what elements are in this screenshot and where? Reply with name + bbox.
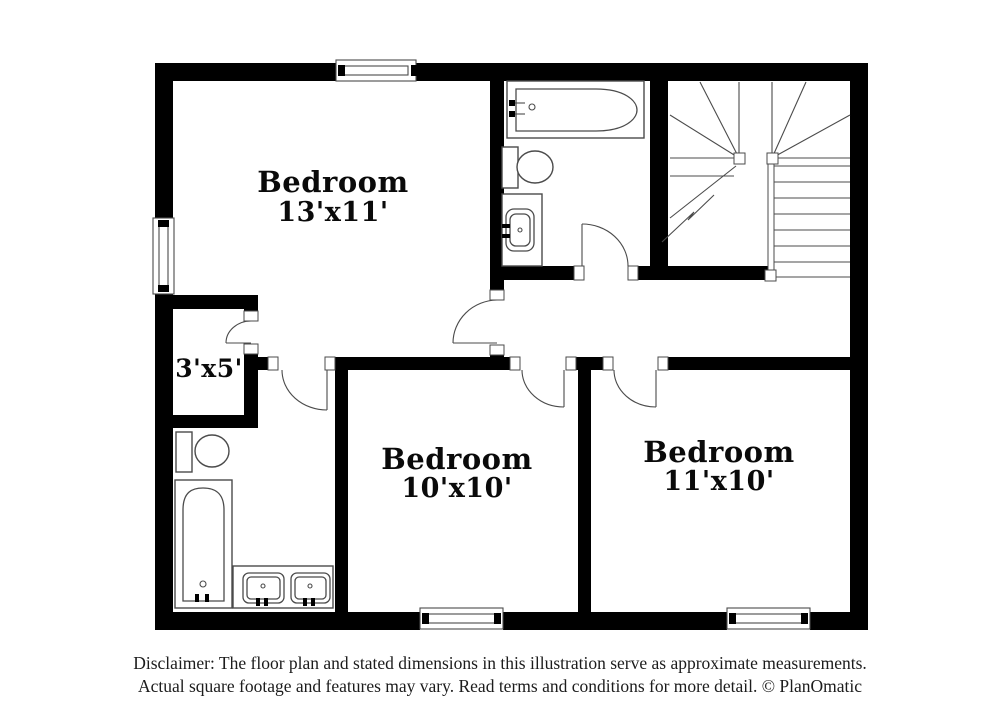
bathtub-icon <box>507 81 644 138</box>
door-jambs <box>244 266 668 370</box>
stair-newel-post <box>767 153 778 164</box>
bathroom-top-door <box>582 224 628 266</box>
bedroom3-window <box>727 608 810 629</box>
stair-right-flight <box>774 166 850 277</box>
bedroom-divider-wall <box>578 370 591 612</box>
master-suite-door <box>453 300 497 343</box>
staircase <box>662 82 850 281</box>
hall-south-wall-long <box>335 357 510 370</box>
bedroom3-top-wall <box>668 357 850 370</box>
bathroom-bottom-door <box>282 370 327 410</box>
stair-left-flight <box>662 166 736 242</box>
disclaimer <box>133 653 867 696</box>
stairs-south-wall <box>668 266 768 280</box>
stairs-west-wall <box>650 81 668 280</box>
bedroom1-bottom-wall <box>155 295 258 309</box>
hall-south-wall-tee <box>576 357 603 370</box>
stair-newel-post <box>734 153 745 164</box>
closet-right-wall-upper <box>244 295 258 311</box>
closet-bottom-wall <box>155 415 258 428</box>
bathroom-bottom-fixtures <box>175 432 333 608</box>
stair-newel-post <box>765 270 776 281</box>
bedroom3-dims: 11'x10' <box>663 466 775 497</box>
bedroom2-left-wall <box>335 370 348 612</box>
toilet-icon <box>502 147 553 188</box>
bedroom3-door <box>614 370 656 407</box>
bedroom3-label: Bedroom <box>643 435 795 469</box>
bathroom-top-south-wall-left <box>490 266 574 280</box>
bedroom2-dims: 10'x10' <box>401 473 513 504</box>
closet-door <box>226 321 251 343</box>
bedroom1-top-window <box>336 60 418 81</box>
stair-stringer <box>768 164 774 272</box>
sink-icon <box>502 194 542 266</box>
bedroom1-dims: 13'x11' <box>277 197 389 228</box>
bedroom1-label: Bedroom <box>257 165 409 199</box>
toilet-icon <box>176 432 229 472</box>
disclaimer-line-2: Actual square footage and features may vary. Read terms and conditions for more detail. © PlanOmatic <box>137 676 863 696</box>
doors <box>226 224 656 410</box>
closet-dims: 3'x5' <box>175 354 243 383</box>
bedroom2-label: Bedroom <box>381 442 533 476</box>
stair-winders <box>670 82 850 158</box>
bedroom1-left-window <box>153 218 174 294</box>
bedroom2-window <box>420 608 503 629</box>
bedroom2-door <box>522 370 564 407</box>
hall-south-wall-stub <box>250 357 268 370</box>
bathroom-top-fixtures <box>502 81 644 266</box>
disclaimer-line-1: Disclaimer: The floor plan and stated dimensions in this illustration serve as approximate measurements. <box>133 653 867 673</box>
room-labels <box>175 165 794 504</box>
double-vanity <box>233 566 333 608</box>
bathtub-icon <box>175 480 232 608</box>
